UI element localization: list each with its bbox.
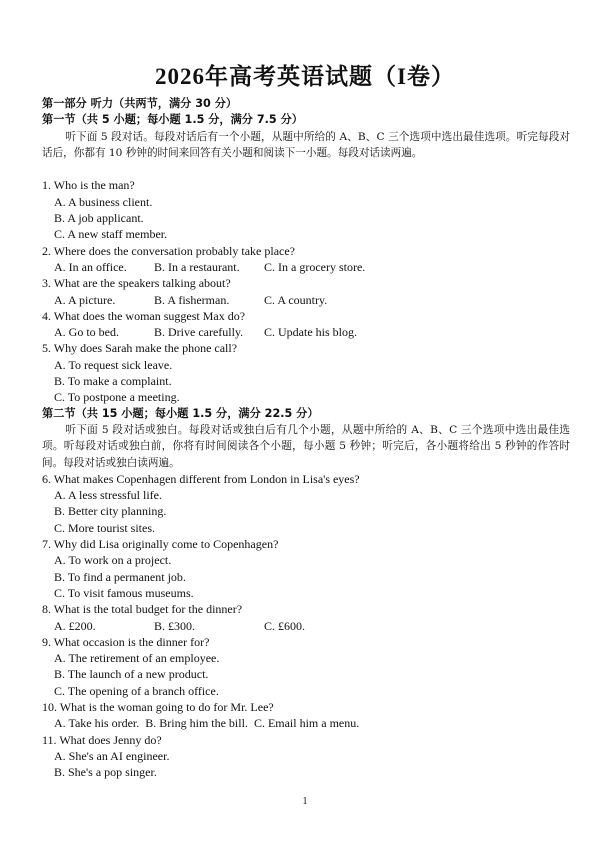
q6-option-c: C. More tourist sites. xyxy=(54,520,155,535)
question-9: 9. What occasion is the dinner for? xyxy=(42,634,210,649)
part1-heading: 第一部分 听力（共两节，满分 30 分） xyxy=(42,97,238,110)
q6-option-a: A. A less stressful life. xyxy=(54,488,162,503)
q3-option-a: A. A picture. xyxy=(54,292,116,307)
question-6: 6. What makes Copenhagen different from London in Lisa's eyes? xyxy=(42,471,360,486)
q7-option-c: C. To visit famous museums. xyxy=(54,585,194,600)
question-8: 8. What is the total budget for the dinner? xyxy=(42,602,243,617)
question-3: 3. What are the speakers talking about? xyxy=(42,276,231,291)
q6-option-b: B. Better city planning. xyxy=(54,504,167,519)
q1-option-b: B. A job applicant. xyxy=(54,211,144,226)
q10-option-a: A. Take his order. xyxy=(54,716,140,731)
exam-content xyxy=(42,96,570,780)
q4-option-a: A. Go to bed. xyxy=(54,325,119,340)
question-2: 2. Where does the conversation probably take place? xyxy=(42,243,296,258)
q9-option-b: B. The launch of a new product. xyxy=(54,667,209,682)
q4-options xyxy=(42,324,570,340)
q8-option-a: A. £200. xyxy=(54,618,96,633)
q9-option-c: C. The opening of a branch office. xyxy=(54,683,219,698)
question-1: 1. Who is the man? xyxy=(42,178,135,193)
q5-option-b: B. To make a complaint. xyxy=(54,374,172,389)
q7-option-b: B. To find a permanent job. xyxy=(54,569,186,584)
q1-option-a: A. A business client. xyxy=(54,194,153,209)
question-11: 11. What does Jenny do? xyxy=(42,732,162,747)
section2-instructions: 听下面 5 段对话或独白。每段对话或独白后有几个小题，从题中所给的 A、B、C 三个选项中选出最佳选项。听每段对话或独白前，你将有时间阅读各个小题，每小题 5 秒钟；听完后，各小题将给出 5 秒钟的作答时间。每段对话或独白读两遍。 xyxy=(42,423,570,469)
q8-option-c: C. £600. xyxy=(264,618,306,633)
question-4: 4. What does the woman suggest Max do? xyxy=(42,308,246,323)
q9-option-a: A. The retirement of an employee. xyxy=(54,651,220,666)
q1-option-c: C. A new staff member. xyxy=(54,227,168,242)
q5-option-c: C. To postpone a meeting. xyxy=(54,390,180,405)
q10-options xyxy=(42,715,570,731)
q8-option-b: B. £300. xyxy=(154,618,196,633)
q2-option-b: B. In a restaurant. xyxy=(154,259,240,274)
q11-option-b: B. She's a pop singer. xyxy=(54,765,157,780)
q10-option-c: C. Email him a menu. xyxy=(253,716,360,731)
section2-heading: 第二节（共 15 小题；每小题 1.5 分，满分 22.5 分） xyxy=(42,406,319,420)
q8-options xyxy=(42,618,570,634)
q4-option-c: C. Update his blog. xyxy=(264,325,357,340)
exam-title: 2026年高考英语试题（I卷） xyxy=(155,64,455,89)
q2-option-c: C. In a grocery store. xyxy=(264,259,366,274)
question-7: 7. Why did Lisa originally come to Copenhagen? xyxy=(42,537,279,552)
section1-heading: 第一节（共 5 小题；每小题 1.5 分，满分 7.5 分） xyxy=(42,113,303,127)
question-10: 10. What is the woman going to do for Mr. Lee? xyxy=(42,699,274,714)
page-number: 1 xyxy=(302,796,308,807)
q3-options xyxy=(42,292,570,308)
q5-option-a: A. To request sick leave. xyxy=(54,357,173,372)
q7-option-a: A. To work on a project. xyxy=(54,553,172,568)
q10-option-b: B. Bring him the bill. xyxy=(145,716,248,731)
q3-option-b: B. A fisherman. xyxy=(154,292,230,307)
q4-option-b: B. Drive carefully. xyxy=(154,325,244,340)
q2-option-a: A. In an office. xyxy=(54,259,127,274)
q2-options xyxy=(42,259,570,275)
question-5: 5. Why does Sarah make the phone call? xyxy=(42,341,238,356)
q3-option-c: C. A country. xyxy=(264,292,328,307)
q11-option-a: A. She's an AI engineer. xyxy=(54,748,170,763)
section1-instructions: 听下面 5 段对话。每段对话后有一个小题，从题中所给的 A、B、C 三个选项中选出最佳选项。听完每段对话后，你都有 10 秒钟的时间来回答有关小题和阅读下一小题。每段对话读两遍。 xyxy=(42,130,570,159)
